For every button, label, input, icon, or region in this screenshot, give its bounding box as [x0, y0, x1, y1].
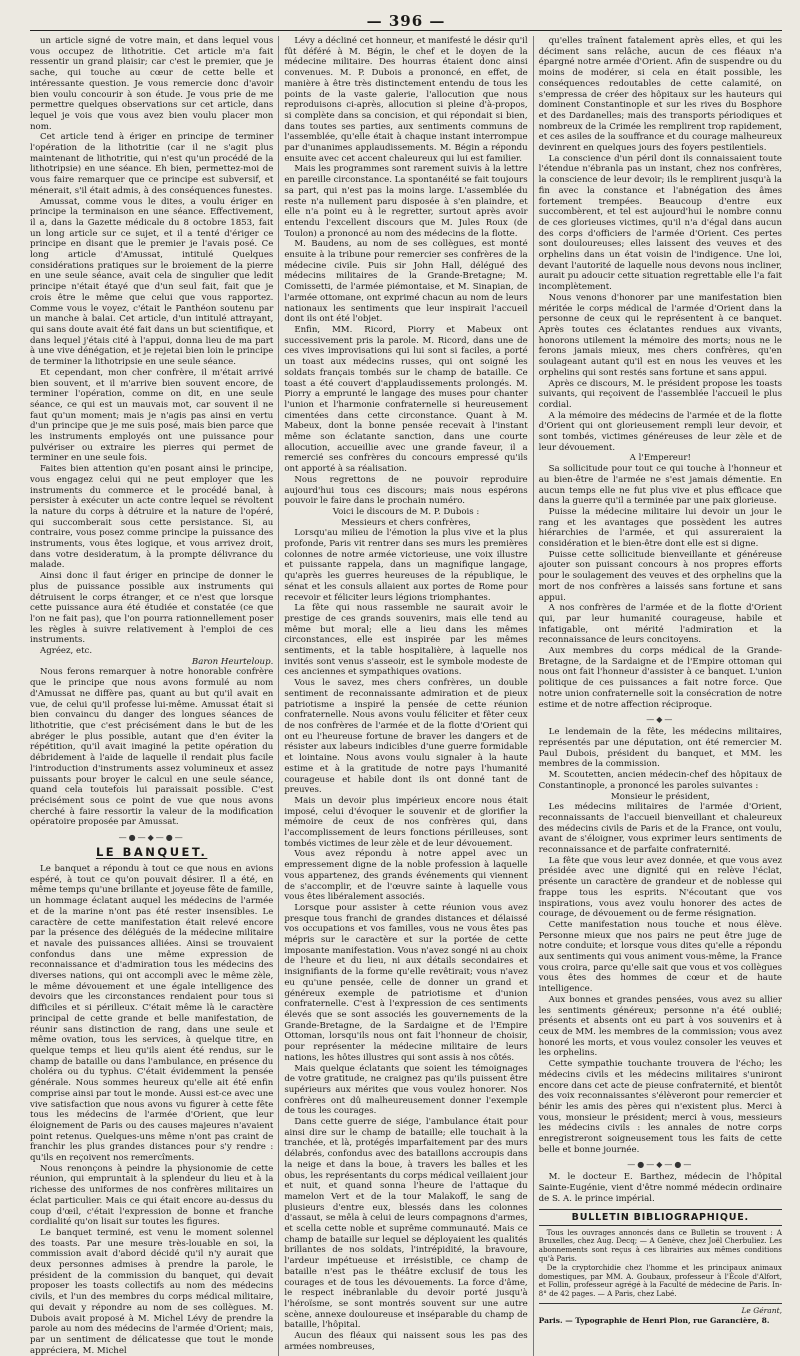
section-ornament: —●—◆—●—	[118, 833, 185, 843]
speech-paragraph: La fête qui nous rassemble ne saurait avoir le prestige de ces grands souvenirs, mais elle tend au même but moral; elle a lieu dans les mêmes circonstances, elle est inspirée par les mêmes sentiments, et la table hospitalière, à laquelle nos invités sont venus s'asseoir, est le symbole modeste de ces anciennes et sympathiques ovations.	[284, 603, 528, 678]
banquet-paragraph: M. Baudens, au nom de ses collègues, est monté ensuite à la tribune pour remercier ses confrères de la médecine civile. Puis sir John Hall, délégué des médecins militaires de la Grande-Bretagne; M. Comissetti, de l'armée piémontaise, et M. Sinapian, de l'armée ottomane, ont exprimé chacun au nom de leurs nationaux les sentiments que leur inspirait l'accueil dont ils ont été l'objet.	[284, 239, 528, 325]
banquet-paragraph: Lévy a décliné cet honneur, et manifesté le désir qu'il fût déféré à M. Bégin, le chef et le doyen de la médecine militaire. Des hourras étaient donc ainsi convenues. M. P. Dubois a prononcé, en effet, de manière à être très distinctement entendu de tous les points de la vaste galerie, l'allocution que nous reproduisons ci-après, allocution si pleine d'à-propos, si complète dans sa concision, et qui répondait si bien, dans toutes ses parties, aux sentiments communs de l'assemblée, qu'elle était à chaque instant interrompue par d'unanimes applaudissements. M. Bégin a répondu ensuite avec cet accent chaleureux qui lui est familier.	[284, 36, 528, 164]
toast-paragraph: Sa sollicitude pour tout ce qui touche à l'honneur et au bien-être de l'armée ne s'est jamais démentie. En aucun temps elle ne fut plus vive et plus efficace que dans la guerre qu'il a terminée par une paix glorieuse.	[538, 464, 782, 507]
speech-paragraph: La conscience d'un péril dont ils connaissaient toute l'étendue n'ébranla pas un instant, chez nos confrères, la conscience de leur devoir; ils le remplirent jusqu'à la fin avec la constance et l'abnégation des âmes fortement trempées. Beaucoup d'entre eux succombèrent, et tel est aujourd'hui le nombre connu de ces glorieuses victimes, qu'il n'a d'égal dans aucun des corps d'officiers de l'armée d'Orient. Ces pertes sont douloureuses; elles laissent des veuves et des orphelins dans un état voisin de l'indigence. Une loi, devant l'autorité de laquelle nous devons nous incliner, aurait pu adoucir cette situation regrettable elle l'a fait incomplètement.	[538, 153, 782, 293]
speech-intro: Voici le discours de M. P. Dubois :	[332, 506, 480, 517]
speech-paragraph: Les médecins militaires de l'armée d'Orient, reconnaissants de l'accueil bienveillant et chaleureux des médecins civils de Paris et de la France, ont voulu, avant de s'éloigner, vous exprimer leurs sentiments de reconnaissance et de parfaite confraternité.	[538, 802, 782, 856]
text-columns	[30, 36, 782, 1356]
bulletin-title: BULLETIN BIBLIOGRAPHIQUE.	[539, 1209, 782, 1226]
banquet-paragraph: Enfin, MM. Ricord, Piorry et Mabeux ont successivement pris la parole. M. Ricord, dans une de ces vives improvisations qui lui sont si faciles, a porté un toast aux médecins russes, qui ont soigné les soldats français tombés sur le champ de bataille. Ce toast a été couvert d'applaudissements prolongés. M. Piorry a emprunté le langage des muses pour chanter l'union et l'harmonie confraternelle si heureusement cimentées dans cette circonstance. Quant à M. Mabeux, dont la bonne pensée recevait à l'instant même son éclatante sanction, dans une courte allocution, accueillie avec une grande faveur, il a remercié ses confrères du concours empressé qu'ils ont apporté à sa réalisation.	[284, 324, 528, 475]
footer-gerant: Le Gérant,	[741, 1305, 782, 1315]
banquet-paragraph: Le banquet terminé, est venu le moment solennel des toasts. Par une mesure très-louable en soi, la commission avait d'abord décidé qu'il n'y aurait que deux personnes admises à prendre la parole, le président de la commission du banquet, qui devait proposer les toasts collectifs au nom des médecins civils, et l'un des membres du corps médical militaire, qui devait y répondre au nom de ses collègues. M. Dubois avait proposé à M. Michel Lévy de prendre la parole au nom des médecins de l'armée d'Orient; mais, par un sentiment de délicatesse que tout le monde appréciera, M. Michel	[30, 1227, 274, 1356]
speech-salutation: Messieurs et chers confrères,	[341, 517, 471, 528]
section-ornament: —◆—	[646, 715, 675, 725]
speech-paragraph: Nous venons d'honorer par une manifestation bien méritée le corps médical de l'armée d'Orient dans la personne de ceux qui le représentent à ce banquet. Après toutes ces éclatantes rendues aux vivants, honorons utilement la mémoire des morts; nous ne le ferons jamais mieux, mes chers confrères, qu'en soulageant autant qu'il est en nous les veuves et les orphelins qui sont restés sans fortune et sans appui.	[538, 292, 782, 378]
banquet-paragraph: Nous regrettons de ne pouvoir reproduire aujourd'hui tous ces discours; mais nous espérons pouvoir le faire dans le prochain numéro.	[284, 474, 528, 507]
speech-paragraph: Mais un devoir plus impérieux encore nous était imposé, celui d'évoquer le souvenir et de glorifier la mémoire de ceux de nos confrères qui, dans l'accomplissement de leurs fonctions périlleuses, sont tombés victimes de leur zèle et de leur dévouement.	[284, 795, 528, 849]
speech-paragraph: Cette sympathie touchante trouvera de l'écho; les médecins civils et les médecins militaires s'uniront encore dans cet acte de pieuse confraternité, et bientôt des voix reconnaissantes s'élèveront pour remercier et bénir les amis des pères qui n'existent plus. Merci à vous, monsieur le président; merci à vous, messieurs les médecins civils : les annales de notre corps enregistreront soigneusement tous les faits de cette belle et bonne journée.	[538, 1059, 782, 1155]
speech-paragraph: Lorsqu'au milieu de l'émotion la plus vive et la plus profonde, Paris vit rentrer dans ses murs les premières colonnes de notre armée victorieuse, une voix illustre et puissante rappela, dans un magnifique langage, qu'après les guerres heureuses de la république, le sénat et les consuls allaient aux portes de Rome pour recevoir et féliciter leurs légions triomphantes.	[284, 528, 528, 603]
toast-paragraph: Aux membres du corps médical de la Grande-Bretagne, de la Sardaigne et de l'Empire ottoman qui nous ont fait l'honneur d'assister à ce banquet. L'union politique de ces puissances a fait notre force. Que notre union confraternelle soit la consécration de notre estime et de notre affection réciproque.	[538, 646, 782, 710]
toast-paragraph: A nos confrères de l'armée et de la flotte d'Orient qui, par leur humanité courageuse, habile et infatigable, ont mérité l'admiration et la reconnaissance de leurs concitoyens.	[538, 603, 782, 646]
column-middle	[284, 36, 527, 1356]
speech-paragraph: Cette manifestation nous touche et nous élève. Personne mieux que nos pairs ne peut être juge de notre conduite; et lorsque vous dites qu'elle a répondu aux sentiments qui vous animent vous-même, la France vous croira, parce qu'elle sait que vous et vos collègues vous êtes des hommes de cœur et de haute intelligence.	[538, 919, 782, 995]
letter-paragraph: Faites bien attention qu'en posant ainsi le principe, vous engagez celui qui ne peut employer que les instruments du commerce et le procédé banal, à persister à exécuter un acte contre lequel se révoltent la nature du corps à détruire et la nature de l'opéré, qui succomberait sous cette persistance. Si, au contraire, vous posez comme principe la puissance des instruments, vous êtes logique, et vous arrivez droit, dans votre desideratum, à la prompte délivrance du malade.	[30, 464, 274, 571]
speech-paragraph: Mais quelque éclatants que soient les témoignages de votre gratitude, ne craignez pas qu'ils puissent être supérieurs aux mérites que vous voulez honorer. Nos confrères ont dû malheureusement donner l'exemple de tous les courages.	[284, 1063, 528, 1117]
page-number: — 396 —	[366, 12, 446, 30]
speech-paragraph: Aux bonnes et grandes pensées, vous avez su allier les sentiments généreux; personne n'a été oublié; présents et absents ont eu part à vos souvenirs et à ceux de MM. les membres de la commission; vous avez honoré les morts, et vous voulez consoler les veuves et les orphelins.	[538, 994, 782, 1059]
banquet-paragraph: Nous renonçons à peindre la physionomie de cette réunion, qui empruntait à la splendeur du lieu et à la richesse des uniformes de nos confrères militaires un éclat particulier. Mais ce qui était encore au-dessus du coup d'œil, c'était l'expression de bonne et franche cordialité qu'on lisait sur toutes les figures.	[30, 1163, 274, 1228]
letter-paragraph: Cet article tend à ériger en principe de terminer l'opération de la lithotritie (car il ne s'agit plus maintenant de lithotritie, qui n'est qu'un procédé de la lithotripsie) en une séance. Eh bien, permettez-moi de vous faire remarquer que ce principe est subversif, et ménerait, s'il était admis, à des conséquences funestes.	[30, 132, 274, 196]
toast-paragraph: Puisse la médecine militaire lui devoir un jour le rang et les avantages que possèdent les autres hiérarchies de l'armée, et qui assureraient la considération et le bien-être dont elle est si digne.	[538, 506, 782, 550]
page-footer	[539, 1306, 782, 1315]
bulletin-note: Tous les ouvrages annoncés dans ce Bulletin se trouvent : A Bruxelles, chez Aug. Decq; — A Genève, chez Joël Cherbuliez. Les abonnements sont reçus à ces librairies aux mêmes conditions qu'à Paris.	[538, 1227, 782, 1263]
letter-paragraph: un article signé de votre main, et dans lequel vous vous occupez de lithotritie. Cet article m'a fait ressentir un grand plaisir; car c'est le premier, que je sache, qui touche au cœur de cette belle et intéressante question. Je vous remercie donc d'avoir bien voulu concourir à son étude. Je vous prie de me permettre quelques observations sur cet article, dans lequel je vois que vous avez bien voulu placer mon nom.	[30, 36, 274, 132]
letter-paragraph: Ainsi donc il faut ériger en principe de donner le plus de puissance possible aux instruments qui détruisent le corps étranger, et ce n'est que lorsque cette puissance aura été étudiée et constatée (ce que l'on ne fait pas), que l'on pourra rationnellement poser les règles à suivre relativement à l'emploi de ces instruments.	[30, 571, 274, 646]
news-paragraph: M. Scoutetten, ancien médecin-chef des hôpitaux de Constantinople, a prononcé les paroles suivantes :	[538, 770, 782, 791]
letter-paragraph: Amussat, comme vous le dites, a voulu ériger en principe la terminaison en une séance. Effectivement, il a, dans la Gazette médicale du 8 octobre 1853, fait un long article sur ce sujet, et il a tenté d'ériger ce principe en disant que le premier je l'avais posé. Ce long article d'Amussat, intitulé Quelques considérations pratiques sur le broiement de la pierre en une seule séance, avait cela de singulier que ledit principe n'était étayé que d'un seul fait, fait que je crois être le même que celui que vous rapportez. Comme vous le voyez, c'était le Panthéon soutenu par un manche à balai. Cet article, d'un intitulé attrayant, qui sans doute avait été fait dans un but scientifique, et dans lequel j'étais cité à l'appui, donna lieu de ma part à une vive dénégation, et je rejetai bien loin le principe de terminer la lithotripsie en une seule séance.	[30, 196, 274, 368]
letter-closing: Agréez, etc.	[40, 646, 93, 657]
news-paragraph: M. le docteur E. Barthez, médecin de l'hôpital Sainte-Eugénie, vient d'être nommé médecin ordinaire de S. A. le prince impérial.	[538, 1172, 782, 1204]
speech-paragraph: La fête que vous leur avez donnée, et que vous avez présidée avec une dignité qui en relève l'éclat, présente un caractère de grandeur et de noblesse qui frappe tous les esprits. N'écoutant que vos inspirations, vous avez voulu honorer des actes de courage, de dévouement ou de ferme résignation.	[538, 855, 782, 920]
speech-paragraph: Lorsque pour assister à cette réunion vous avez presque tous franchi de grandes distances et délaissé vos occupations et vos familles, vous ne vous êtes pas mépris sur le caractère et sur la portée de cette imposante manifestation. Vous n'avez songé ni au choix de l'heure et du lieu, ni aux détails secondaires et insignifiants de la forme qu'elle revêtirait; vous n'avez eu qu'une pensée, celle de donner un grand et généreux exemple de patriotisme et d'union confraternelle. C'est à l'expression de ces sentiments élevés que se sont associés les gouvernements de la Grande-Bretagne, de la Sardaigne et de l'Empire Ottoman, lorsqu'ils nous ont fait l'honneur de choisir, pour représenter la médecine militaire de leurs nations, les hôtes illustres qui sont assis à nos côtés.	[284, 902, 528, 1063]
column-left	[30, 36, 273, 1356]
toast-paragraph: Puisse cette sollicitude bienveillante et généreuse ajouter son puissant concours à nos propres efforts pour le soulagement des veuves et des orphelins que la mort de nos confrères a laissés sans fortune et sans appui.	[538, 549, 782, 603]
toast-paragraph: A la mémoire des médecins de l'armée et de la flotte d'Orient qui ont glorieusement rempli leur devoir, et sont tombés, victimes généreuses de leur zèle et de leur dévouement.	[538, 410, 782, 453]
speech-paragraph: qu'elles traînent fatalement après elles, et qui les déciment sans relâche, aucun de ces fléaux n'a épargné notre armée d'Orient. Afin de suspendre ou du moins de modérer, si cela en était possible, les conséquences redoutables de cette calamité, on s'empressa de créer des hôpitaux sur les hauteurs qui dominent Constantinople et sur les rives du Bosphore et des Dardanelles; mais des transports périodiques et nombreux de la Crimée les remplirent trop rapidement, et ces asiles de la souffrance et du courage malheureux devinrent en quelques jours des foyers pestilentiels.	[538, 36, 782, 154]
section-title-banquet: LE BANQUET.	[95, 845, 208, 860]
toast-emperor: A l'Empereur!	[629, 453, 691, 464]
toast-intro: Après ce discours, M. le président propose les toasts suivants, qui reçoivent de l'assemblée l'accueil le plus cordial.	[538, 378, 782, 410]
letter-signature: Baron Heurteloup.	[191, 656, 274, 667]
section-ornament: —●—◆—●—	[627, 1160, 694, 1170]
speech-paragraph: Aucun des fléaux qui naissent sous les pas des armées nombreuses,	[284, 1331, 528, 1352]
speech-paragraph: Dans cette guerre de siége, l'ambulance était pour ainsi dire sur le champ de bataille; elle touchait à la tranchée, et là, protégés imparfaitement par des murs délabrés, confondus avec des bataillons accroupis dans la neige et dans la boue, à travers les balles et les obus, les représentants du corps médical veillaient jour et nuit, et quand sonna l'heure de l'attaque du mamelon Vert et de la tour Malakoff, le sang de plusieurs d'entre eux, blessés dans les colonnes d'assaut, se mêla à celui de leurs compagnons d'armes, et scella cette noble et suprême communauté. Mais ce champ de bataille sur lequel se déployaient les qualités brillantes de nos soldats, l'intrépidité, la bravoure, l'ardeur impétueuse et irrésistible, ce champ de bataille n'est pas le théâtre exclusif de tous les courages et de tous les dévouements. La force d'âme, le respect inébranlable du devoir porté jusqu'à l'héroïsme, se sont montrés souvent sur une autre scène, annexe douloureuse et inséparable du champ de bataille, l'hôpital.	[284, 1117, 528, 1331]
news-paragraph: Le lendemain de la fête, les médecins militaires, représentés par une députation, ont été remercier M. Paul Dubois, président du banquet, et MM. les membres de la commission.	[538, 727, 782, 770]
banquet-paragraph: Mais les programmes sont rarement suivis à la lettre en pareille circonstance. La spontanéité se fait toujours sa part, qui n'est pas la moins large. L'assemblée du reste n'a nullement paru disposée à s'en plaindre, et elle n'a point eu à le regretter, surtout après avoir entendu l'excellent discours que M. Jules Roux (de Toulon) a prononcé au nom des médecins de la flotte.	[284, 164, 528, 239]
bulletin-entry: De la cryptorchidie chez l'homme et les principaux animaux domestiques, par MM. A. Goubaux, professeur à l'École d'Alfort, et Follin, professeur agrégé à la Faculté de médecine de Paris. In-8° de 42 pages. — A Paris, chez Labé.	[538, 1262, 782, 1299]
header-rule	[30, 30, 782, 31]
speech-salutation: Monsieur le président,	[610, 791, 710, 802]
footer-rule	[539, 1303, 782, 1304]
speech-paragraph: Vous le savez, mes chers confrères, un double sentiment de reconnaissante admiration et de pieux patriotisme a inspiré la pensée de cette réunion confraternelle. Nous avons voulu féliciter et fêter ceux de nos confrères de l'armée et de la flotte d'Orient qui ont eu l'heureuse fortune de braver les dangers et de résister aux labeurs indicibles d'une guerre formidable et lointaine. Nous avons voulu signaler à la haute estime et à la gratitude de notre pays l'humanité courageuse et habile dont ils ont donné tant de preuves.	[284, 678, 528, 796]
column-right	[539, 36, 782, 1356]
footer-printer: Paris. — Typographie de Henri Plon, rue Garancière, 8.	[538, 1315, 770, 1325]
page-header	[30, 0, 782, 36]
banquet-paragraph: Le banquet a répondu à tout ce que nous en avions espéré, à tout ce qu'on pouvait désirer. Il a été, en même temps qu'une brillante et joyeuse fête de famille, un hommage éclatant auquel les médecins de l'armée et de la marine n'ont pas été rester insensibles. Le caractère de cette manifestation était relevé encore par la présence des délégués de la médecine militaire et navale des puissances alliées. Ainsi se trouvaient confondus dans une même expression de reconnaissance et d'admiration tous les médecins des diverses nations, qui ont accompli avec le même zèle, le même dévouement et une égale intelligence des devoirs que les circonstances rendaient pour tous si difficiles et si périlleux. C'était même là le caractère principal de cette grande et belle manifestation, de réunir sans distinction de rang, dans une seule et même ovation, tous les services, à quelque titre, en quelque temps et lieu qu'ils aient été rendus, sur le champ de bataille ou dans l'ambulance, en présence du choléra ou du typhus. C'était évidemment la pensée générale. Nous sommes heureux qu'elle ait été enfin comprise ainsi par tout le monde. Aussi est-ce avec une vive satisfaction que nous avons vu figurer à cette fête tous les médecins de l'armée d'Orient, que leur éloignement de Paris ou des causes majeures n'avaient point retenus. Quelques-uns même n'ont pas craint de franchir les plus grandes distances pour s'y rendre : qu'ils en reçoivent nos remercîments.	[30, 864, 274, 1164]
letter-paragraph: Et cependant, mon cher confrère, il m'était arrivé bien souvent, et il m'arrive bien souvent encore, de terminer l'opération, comme on dit, en une seule séance, ce qui est un mauvais mot, car souvent il ne faut qu'un moment; mais je n'agis pas ainsi en vertu d'un principe que je me suis posé, mais bien parce que les instruments employés ont une puissance pour pulvériser ou extraire les pierres qui permet de terminer en une seule fois.	[30, 367, 274, 464]
speech-paragraph: Vous avez répondu à notre appel avec un empressement digne de la noble profession à laquelle vous appartenez, des grands événements qui viennent de s'accomplir, et de l'œuvre sainte à laquelle vous vous êtes libéralement associés.	[284, 849, 528, 903]
page-footer-printer	[539, 1316, 782, 1325]
editor-reply: Nous ferons remarquer à notre honorable confrère que le principe que nous avons formulé au nom d'Amussat ne diffère pas, quant au but qu'il avait en vue, de celui qu'il professe lui-même. Amussat était si bien convaincu du danger des longues séances de lithotritie, que c'est précisément dans le but de les abréger le plus possible, autant que d'en éviter la répétition, qu'il avait imaginé la petite opération du débridement à l'aide de laquelle il rendait plus facile l'introduction d'instruments assez volumineux et assez puissants pour broyer le calcul en une seule séance, quand cela toutefois lui paraissait possible. C'est précisément sous ce point de vue que nous avons cherché à faire ressortir la valeur de la modification opératoire proposée par Amussat.	[30, 667, 274, 828]
